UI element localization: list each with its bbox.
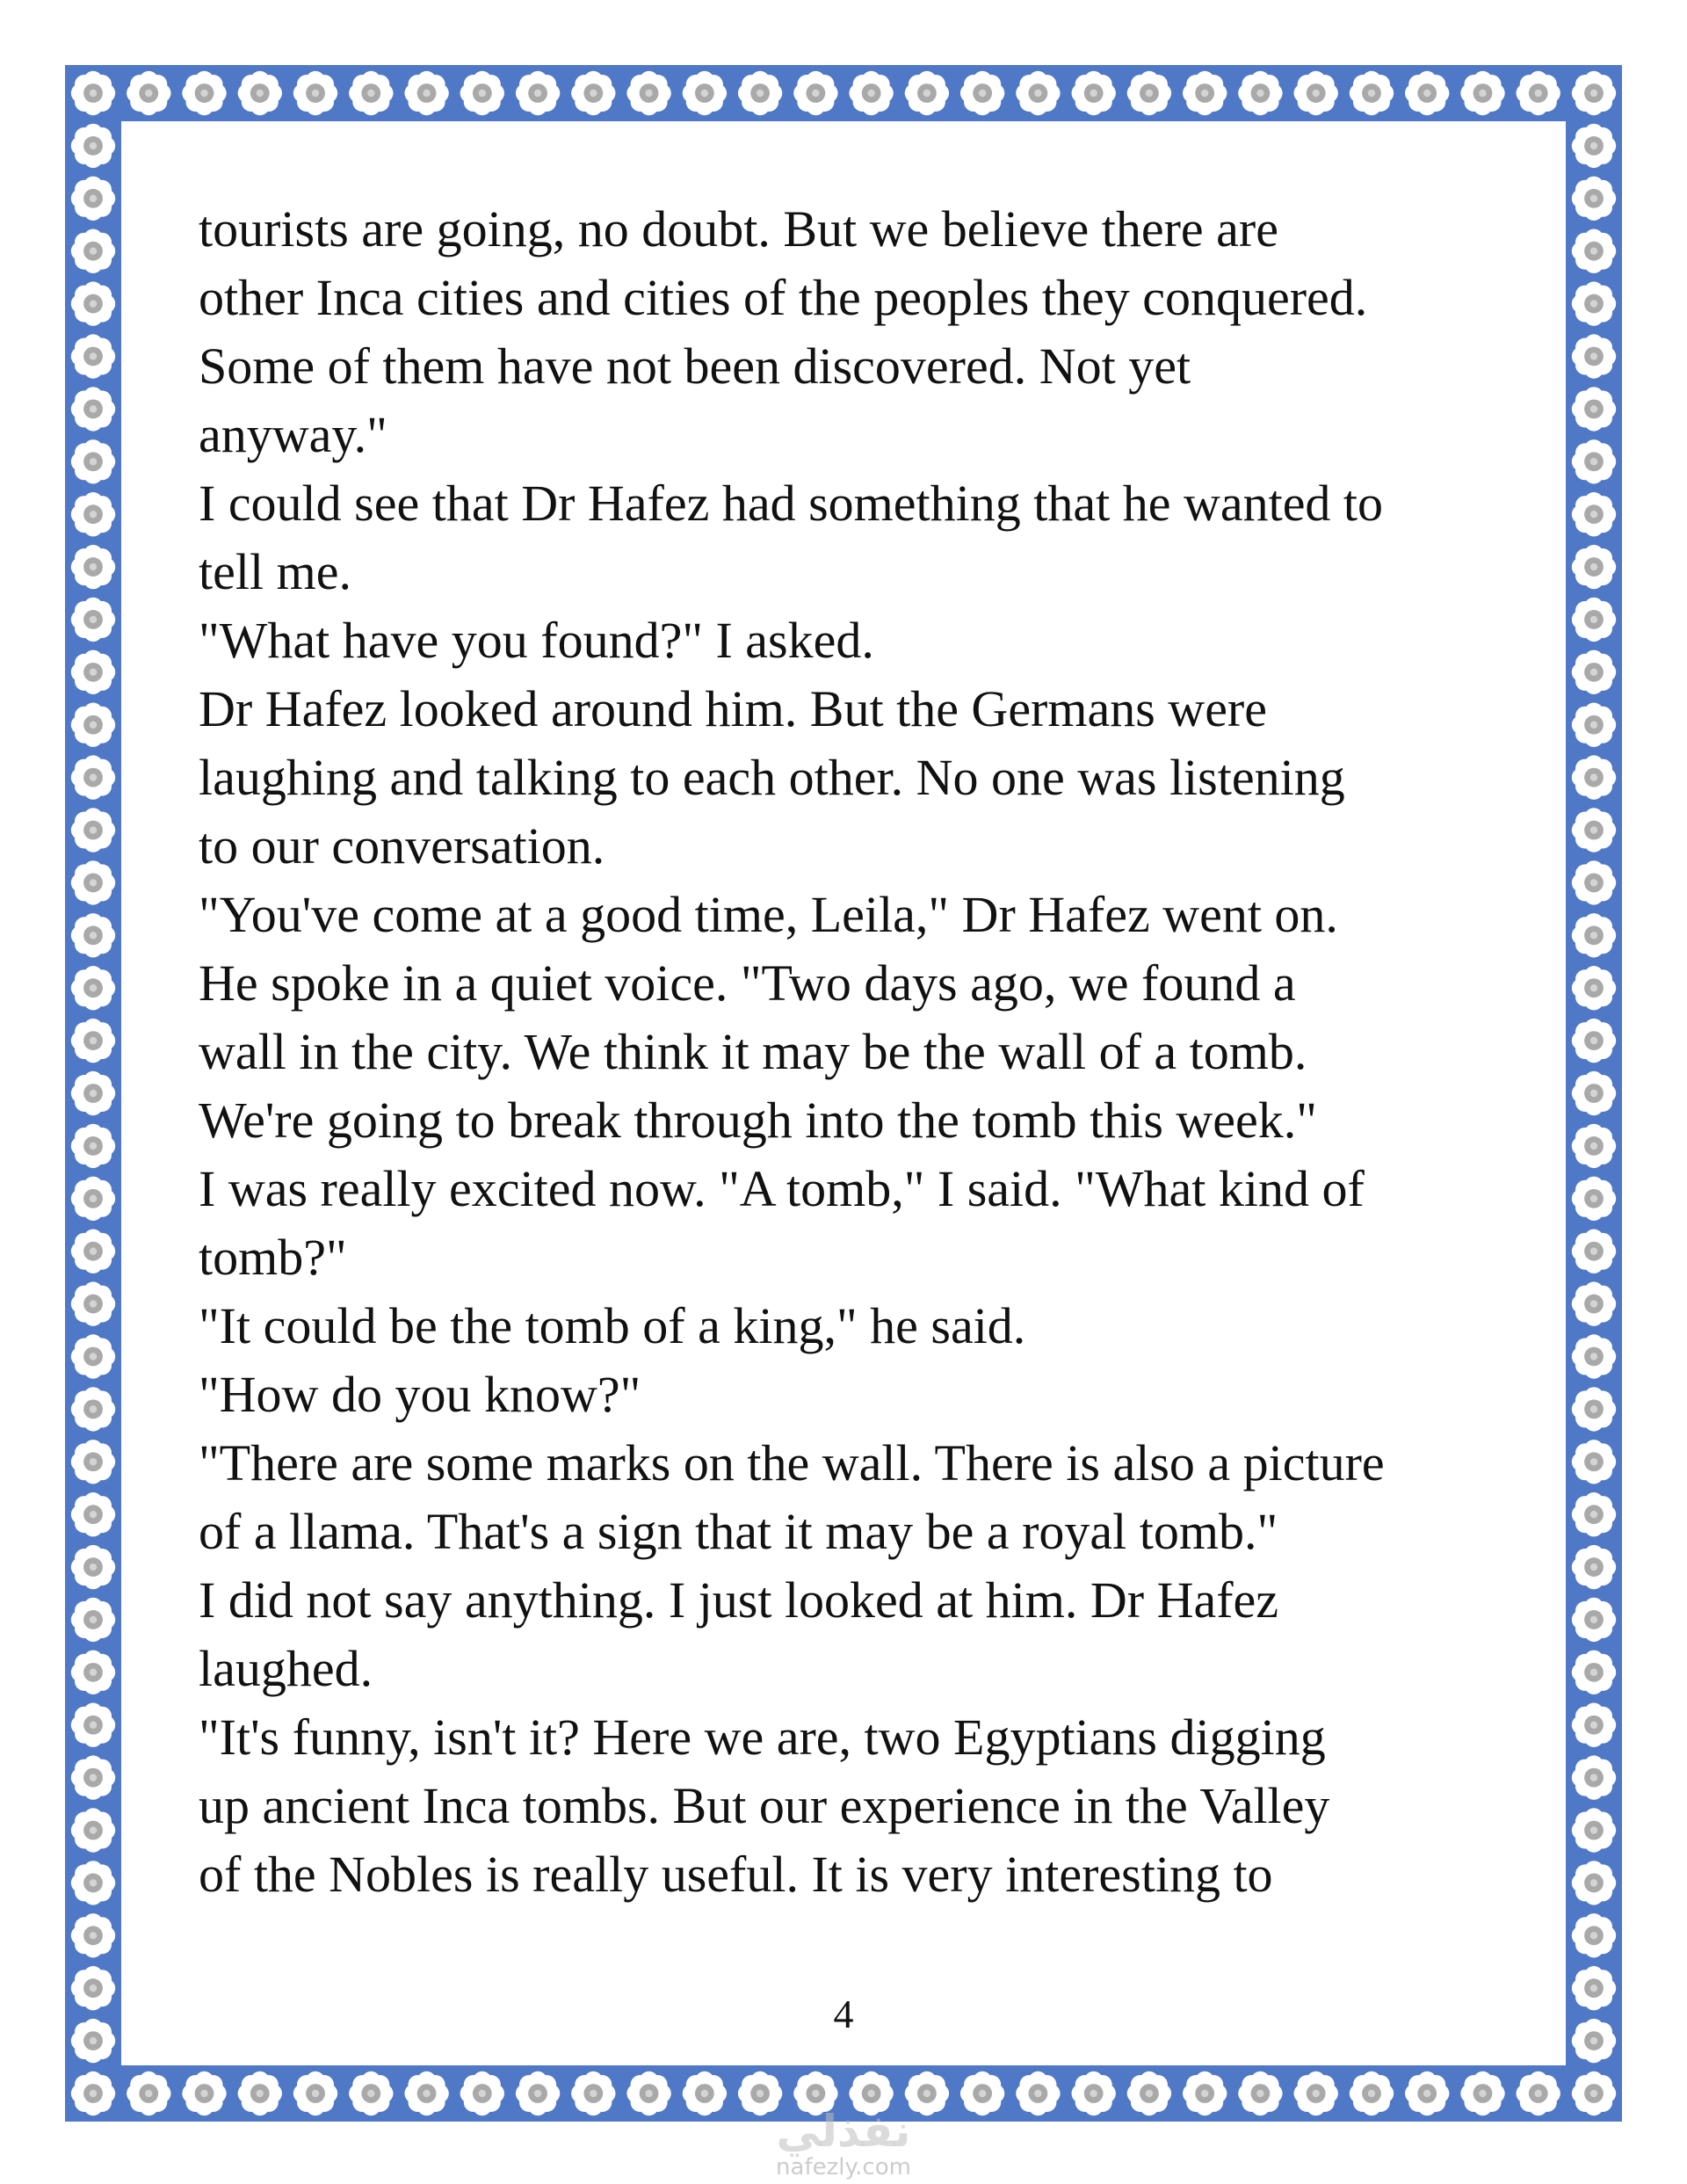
flower-icon (71, 1861, 115, 1905)
flower-icon (1517, 71, 1560, 115)
flower-icon (127, 71, 170, 115)
flower-icon (71, 1966, 115, 2010)
flower-icon (1238, 2072, 1282, 2115)
flower-icon (71, 1703, 115, 1747)
text-line: I did not say anything. I just looked at him. Dr Hafez (199, 1571, 1279, 1629)
text-line: of a llama. That's a sign that it may be a royal tomb." (199, 1503, 1278, 1560)
flower-icon (1572, 1492, 1616, 1536)
text-line: "It's funny, isn't it? Here we are, two Egyptians digging (199, 1709, 1326, 1766)
flower-icon (1572, 1281, 1616, 1325)
watermark (729, 2106, 958, 2184)
flower-icon (71, 1334, 115, 1378)
flower-icon (1572, 1966, 1616, 2010)
flower-icon (1572, 281, 1616, 325)
flower-icon (71, 703, 115, 747)
flower-icon (1572, 1545, 1616, 1589)
flower-icon (1405, 2072, 1449, 2115)
flower-icon (1572, 1861, 1616, 1905)
story-text (199, 195, 1534, 1909)
text-line: Some of them have not been discovered. Not yet (199, 337, 1191, 395)
flower-icon (1572, 334, 1616, 378)
flower-icon (626, 71, 670, 115)
text-line: to our conversation. (199, 817, 605, 874)
flower-icon (1572, 71, 1616, 115)
flower-icon (71, 492, 115, 536)
flower-icon (71, 545, 115, 589)
flower-icon (71, 439, 115, 483)
flower-icon (71, 650, 115, 694)
flower-icon (1572, 1230, 1616, 1273)
flower-icon (71, 1808, 115, 1852)
flower-icon (571, 71, 615, 115)
watermark-logo: نفذلي (776, 2106, 911, 2157)
flower-icon (1350, 71, 1394, 115)
flower-icon (683, 2072, 727, 2115)
flower-icon (1294, 2072, 1338, 2115)
flower-icon (127, 2072, 170, 2115)
flower-icon (626, 2072, 670, 2115)
text-line: He spoke in a quiet voice. "Two days ago, we found a (199, 954, 1296, 1012)
flower-icon (1572, 124, 1616, 168)
flower-icon (71, 860, 115, 904)
flower-icon (1572, 1440, 1616, 1484)
flower-icon (71, 1913, 115, 1957)
flower-icon (516, 2072, 560, 2115)
flower-icon (738, 71, 782, 115)
flower-icon (1016, 2072, 1060, 2115)
flower-icon (238, 71, 282, 115)
page-number: 4 (833, 1992, 854, 2036)
flower-icon (1572, 1703, 1616, 1747)
flower-icon (960, 71, 1004, 115)
flower-icon (1572, 1598, 1616, 1642)
flower-icon (1572, 2019, 1616, 2063)
flower-icon (1572, 387, 1616, 431)
flower-icon (571, 2072, 615, 2115)
flower-icon (71, 1387, 115, 1431)
text-line: "What have you found?" I asked. (199, 612, 874, 669)
flower-icon (1572, 808, 1616, 852)
watermark-url: nafezly.com (776, 2154, 911, 2180)
flower-icon (1572, 913, 1616, 957)
flower-icon (238, 2072, 282, 2115)
flower-icon (1572, 1387, 1616, 1431)
flower-icon (1572, 2072, 1616, 2115)
flower-icon (683, 71, 727, 115)
flower-icon (1127, 71, 1171, 115)
flower-icon (1072, 2072, 1116, 2115)
text-line: of the Nobles is really useful. It is very interesting to (199, 1846, 1273, 1903)
flower-icon (1572, 1071, 1616, 1115)
flower-icon (1572, 966, 1616, 1010)
flower-icon (905, 71, 949, 115)
flower-icon (1572, 1808, 1616, 1852)
text-line: "It could be the tomb of a king," he said. (199, 1297, 1026, 1354)
flower-icon (1572, 1755, 1616, 1799)
flower-icon (71, 1492, 115, 1536)
flower-icon (71, 1651, 115, 1694)
flower-icon (1572, 1334, 1616, 1378)
flower-icon (71, 598, 115, 642)
flower-icon (71, 1177, 115, 1221)
flower-icon (1572, 650, 1616, 694)
flower-icon (460, 71, 504, 115)
text-line: up ancient Inca tombs. But our experience in the Valley (199, 1777, 1330, 1834)
text-line: other Inca cities and cities of the peoples they conquered. (199, 269, 1368, 326)
flower-icon (1572, 860, 1616, 904)
flower-icon (71, 334, 115, 378)
flower-icon (71, 913, 115, 957)
flower-icon (849, 71, 893, 115)
flower-icon (71, 2072, 115, 2115)
flower-icon (460, 2072, 504, 2115)
flower-icon (1572, 703, 1616, 747)
flower-icon (1460, 2072, 1504, 2115)
text-line: laughing and talking to each other. No one was listening (199, 749, 1345, 806)
flower-icon (1572, 492, 1616, 536)
flower-icon (71, 2019, 115, 2063)
flower-icon (71, 1019, 115, 1063)
flower-icon (349, 2072, 393, 2115)
flower-icon (1572, 1913, 1616, 1957)
flower-icon (1405, 71, 1449, 115)
text-line: I could see that Dr Hafez had something that he wanted to (199, 475, 1384, 532)
flower-icon (404, 2072, 448, 2115)
flower-icon (1572, 755, 1616, 799)
flower-icon (1572, 1651, 1616, 1694)
flower-icon (516, 71, 560, 115)
flower-icon (71, 1545, 115, 1589)
flower-icon (293, 2072, 337, 2115)
flower-icon (182, 2072, 226, 2115)
flower-icon (71, 808, 115, 852)
flower-icon (71, 281, 115, 325)
flower-icon (71, 966, 115, 1010)
flower-icon (293, 71, 337, 115)
flower-icon (793, 71, 837, 115)
text-line: Dr Hafez looked around him. But the Germans were (199, 680, 1267, 737)
flower-icon (1572, 1124, 1616, 1168)
flower-icon (71, 1755, 115, 1799)
flower-icon (71, 1281, 115, 1325)
flower-icon (71, 229, 115, 273)
flower-icon (1183, 71, 1227, 115)
flower-icon (960, 2072, 1004, 2115)
flower-icon (1350, 2072, 1394, 2115)
text-line: laughed. (199, 1640, 373, 1697)
text-line: anyway." (199, 406, 387, 463)
flower-icon (1572, 1019, 1616, 1063)
text-line: "There are some marks on the wall. There is also a picture (199, 1434, 1385, 1491)
flower-icon (71, 1071, 115, 1115)
text-line: "How do you know?" (199, 1366, 641, 1423)
text-line: We're going to break through into the tomb this week." (199, 1092, 1317, 1149)
text-line: tourists are going, no doubt. But we believe there are (199, 200, 1278, 258)
flower-icon (71, 1598, 115, 1642)
flower-icon (71, 124, 115, 168)
flower-icon (1238, 71, 1282, 115)
flower-icon (71, 1124, 115, 1168)
flower-icon (1572, 177, 1616, 221)
flower-icon (71, 71, 115, 115)
text-line: tomb?" (199, 1229, 347, 1286)
flower-icon (71, 1440, 115, 1484)
flower-icon (71, 755, 115, 799)
flower-icon (1572, 229, 1616, 273)
flower-icon (349, 71, 393, 115)
text-line: "You've come at a good time, Leila," Dr Hafez went on. (199, 886, 1338, 943)
flower-icon (1460, 71, 1504, 115)
flower-icon (1517, 2072, 1560, 2115)
flower-icon (1072, 71, 1116, 115)
text-line: wall in the city. We think it may be the wall of a tomb. (199, 1023, 1307, 1080)
flower-icon (1572, 545, 1616, 589)
flower-icon (1572, 598, 1616, 642)
flower-icon (182, 71, 226, 115)
flower-icon (1183, 2072, 1227, 2115)
flower-icon (1294, 71, 1338, 115)
flower-icon (71, 177, 115, 221)
flower-icon (404, 71, 448, 115)
flower-icon (71, 387, 115, 431)
flower-icon (71, 1230, 115, 1273)
flower-icon (1127, 2072, 1171, 2115)
flower-icon (1572, 439, 1616, 483)
text-line: tell me. (199, 543, 351, 600)
text-line: I was really excited now. "A tomb," I said. "What kind of (199, 1160, 1365, 1217)
flower-icon (1572, 1177, 1616, 1221)
flower-icon (1016, 71, 1060, 115)
